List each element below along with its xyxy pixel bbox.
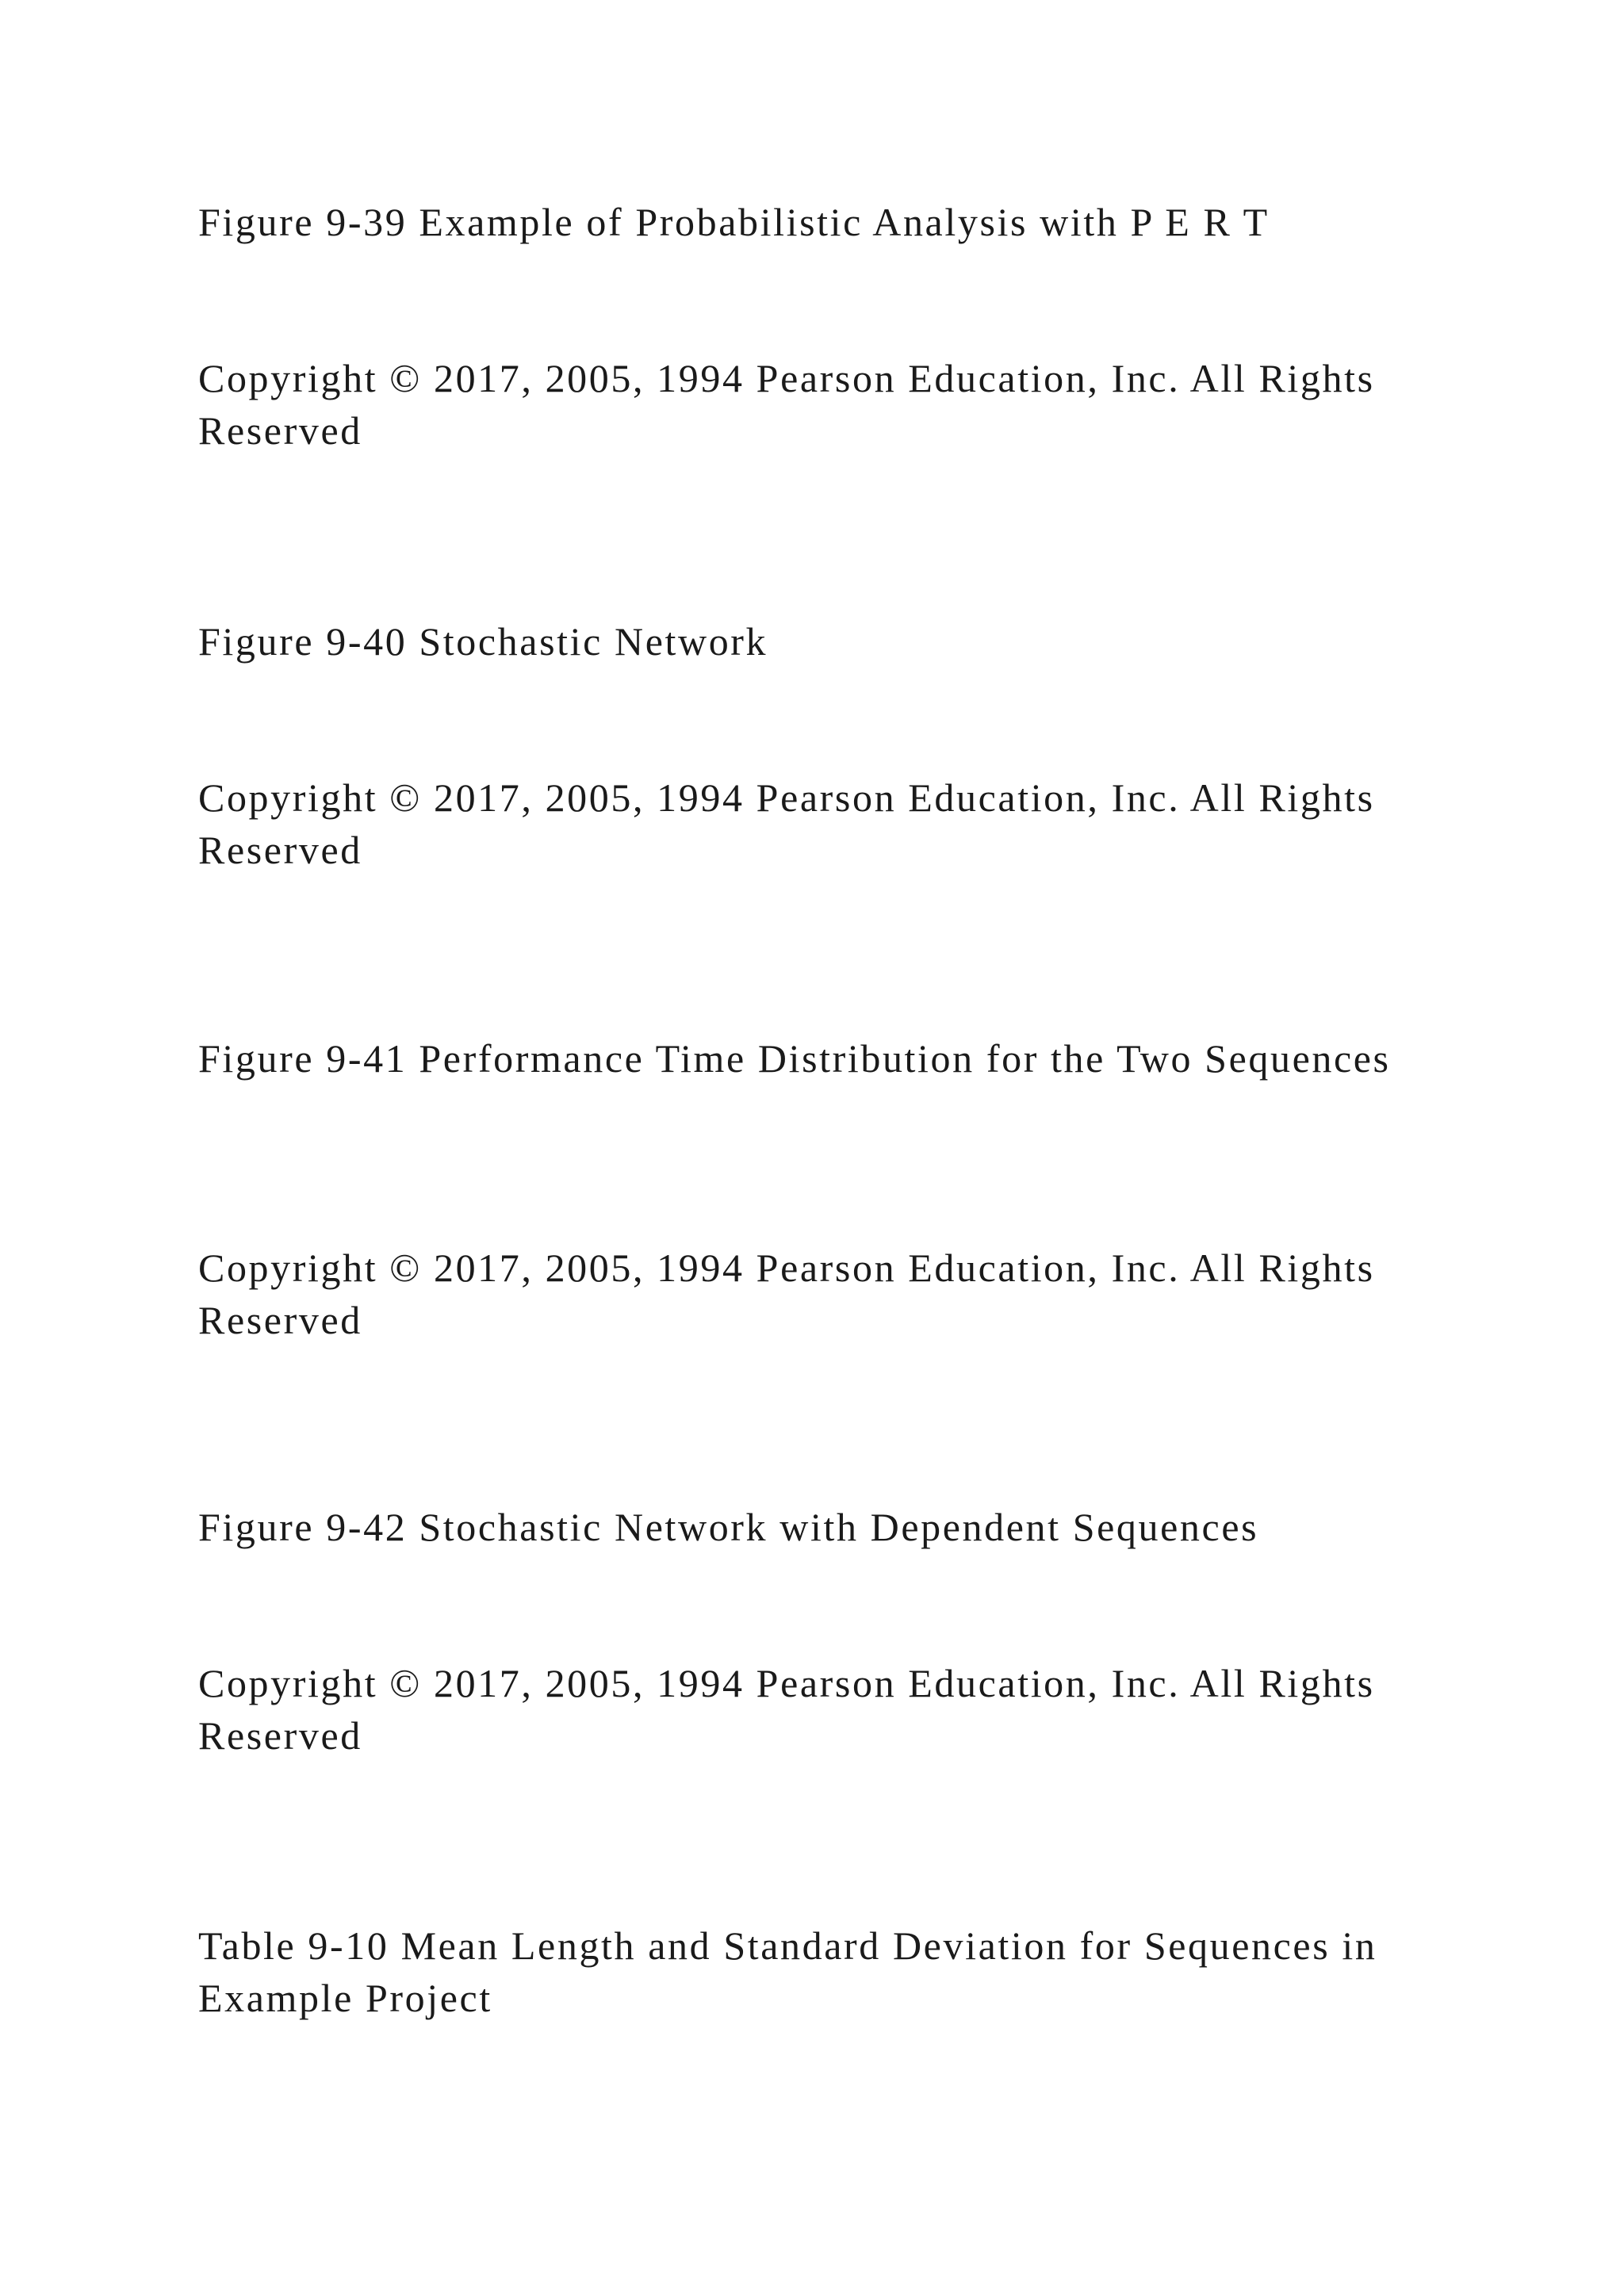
copyright-notice: Copyright © 2017, 2005, 1994 Pearson Education, Inc. All Rights Reserved bbox=[198, 775, 1375, 872]
copyright-notice: Copyright © 2017, 2005, 1994 Pearson Education, Inc. All Rights Reserved bbox=[198, 1661, 1375, 1758]
table-9-10-caption: Table 9-10 Mean Length and Standard Deviation for Sequences in Example Project bbox=[198, 1923, 1377, 2020]
copyright-notice: Copyright © 2017, 2005, 1994 Pearson Education, Inc. All Rights Reserved bbox=[198, 356, 1375, 453]
figure-9-41-caption: Figure 9-41 Performance Time Distribution for the Two Sequences bbox=[198, 1036, 1391, 1081]
figure-9-40-caption: Figure 9-40 Stochastic Network bbox=[198, 619, 768, 664]
figure-9-39-caption: Figure 9-39 Example of Probabilistic Analysis with P E R T bbox=[198, 200, 1270, 244]
figure-9-42-caption: Figure 9-42 Stochastic Network with Dependent Sequences bbox=[198, 1505, 1259, 1549]
copyright-notice: Copyright © 2017, 2005, 1994 Pearson Education, Inc. All Rights Reserved bbox=[198, 1246, 1375, 1342]
